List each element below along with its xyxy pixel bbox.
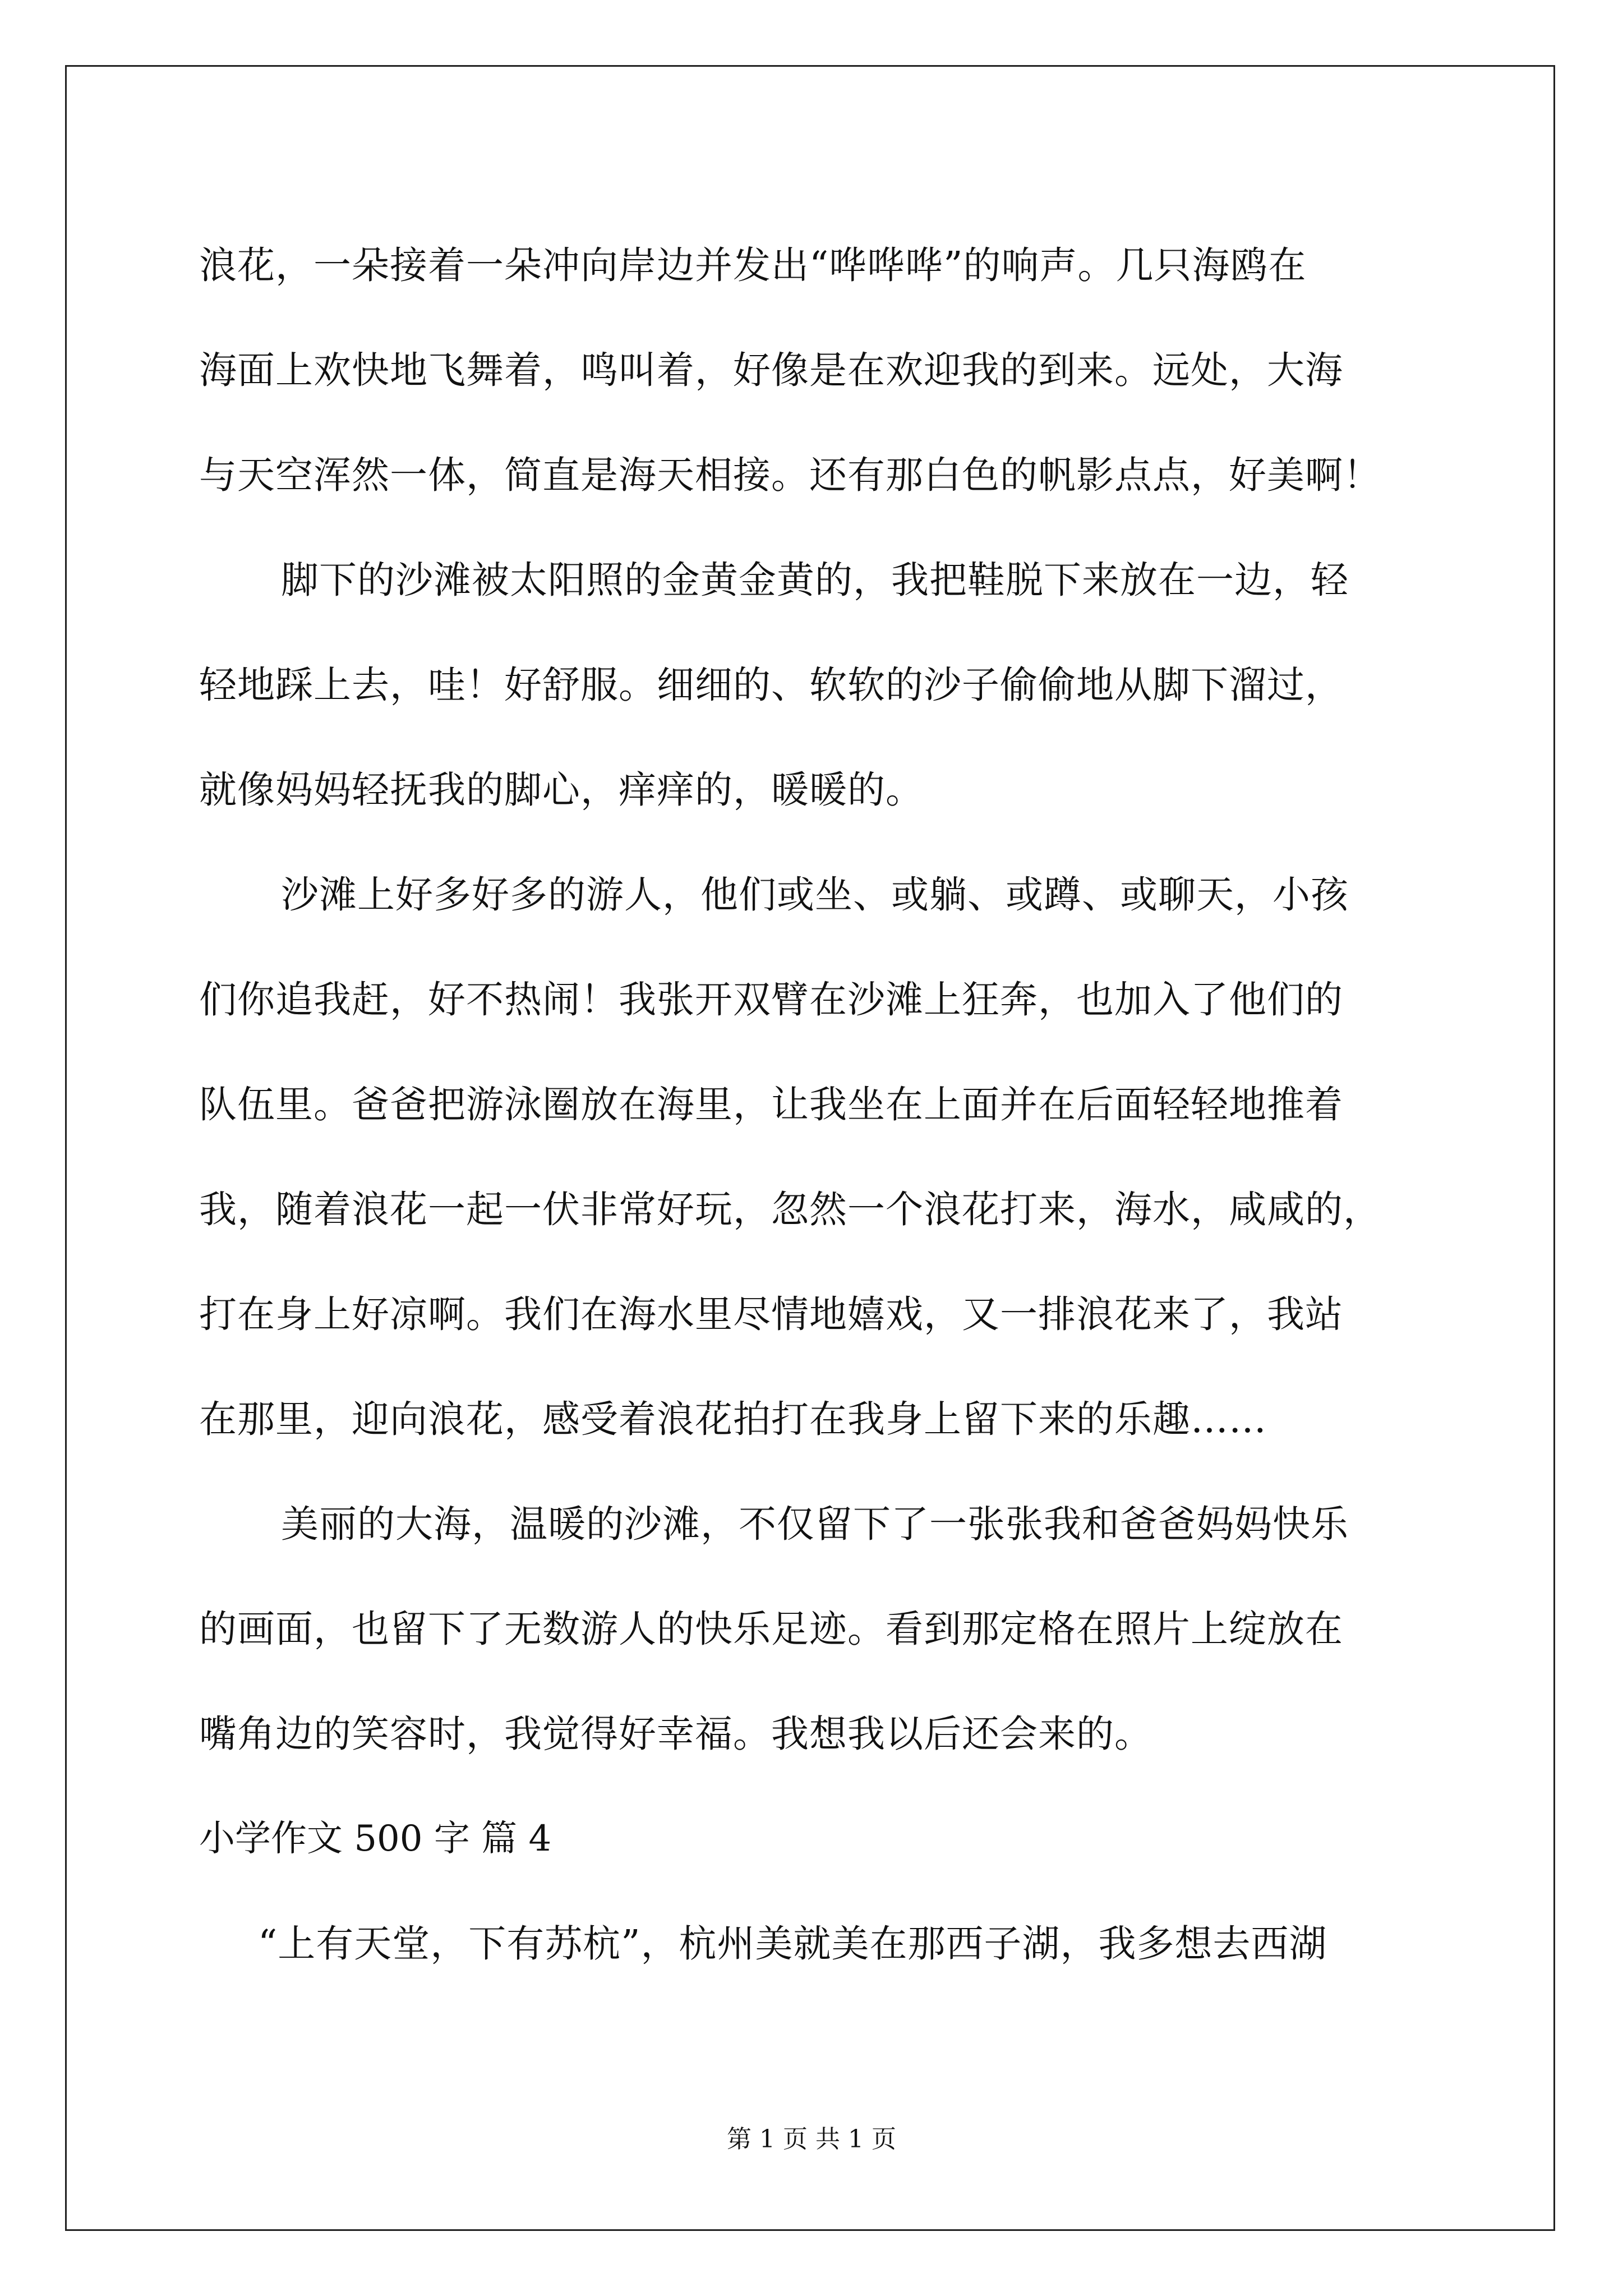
document-body [199,213,1450,1996]
text-line: 就像妈妈轻抚我的脚心，痒痒的，暖暖的。 [199,768,924,812]
text-line: 嘴角边的笑容时，我觉得好幸福。我想我以后还会来的。 [199,1712,1152,1756]
text-line: 浪花，一朵接着一朵冲向岸边并发出“哗哗哗”的响声。几只海鸥在 [199,243,1307,287]
text-line: 们你追我赶，好不热闹！我张开双臂在沙滩上狂奔，也加入了他们的 [199,978,1343,1022]
paragraph-first-line: “上有天堂，下有苏杭”，杭州美就美在那西子湖，我多想去西湖 [258,1922,1327,1966]
text-line: 的画面，也留下了无数游人的快乐足迹。看到那定格在照片上绽放在 [199,1607,1343,1651]
text-line: 与天空浑然一体，简直是海天相接。还有那白色的帆影点点，好美啊！ [199,453,1381,497]
paragraph-first-line: 美丽的大海，温暖的沙滩，不仅留下了一张张我和爸爸妈妈快乐 [281,1502,1349,1546]
text-line: 在那里，迎向浪花，感受着浪花拍打在我身上留下来的乐趣…… [199,1397,1267,1441]
text-line: 队伍里。爸爸把游泳圈放在海里，让我坐在上面并在后面轻轻地推着 [199,1083,1343,1126]
text-line: 海面上欢快地飞舞着，鸣叫着，好像是在欢迎我的到来。远处，大海 [199,348,1343,392]
text-line: 我，随着浪花一起一伏非常好玩，忽然一个浪花打来，海水，咸咸的， [199,1188,1381,1231]
paragraph-first-line: 脚下的沙滩被太阳照的金黄金黄的，我把鞋脱下来放在一边，轻 [281,558,1349,602]
section-heading: 小学作文 500 字 篇 4 [199,1818,552,1860]
text-line: 轻地踩上去，哇！好舒服。细细的、软软的沙子偷偷地从脚下溜过， [199,663,1343,707]
page-footer: 第 1 页 共 1 页 [727,2125,896,2154]
text-line: 打在身上好凉啊。我们在海水里尽情地嬉戏，又一排浪花来了，我站 [199,1292,1343,1336]
paragraph-first-line: 沙滩上好多好多的游人，他们或坐、或躺、或蹲、或聊天，小孩 [281,873,1349,917]
